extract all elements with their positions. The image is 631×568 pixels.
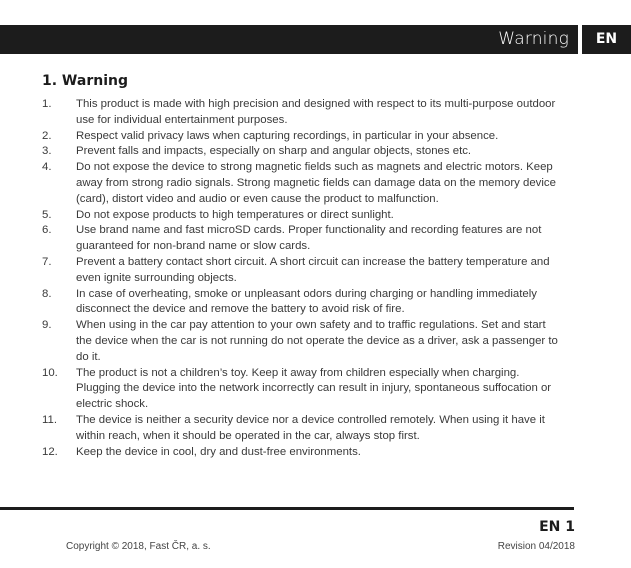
warning-item-number: 2. xyxy=(42,129,52,142)
warning-item-text: Keep the device in cool, dry and dust-free environments. xyxy=(76,445,361,458)
warning-item-text: Do not expose the device to strong magnetic fields such as magnets and electric motors. Keep away from strong radio signals. Strong magnetic fields can damage data on the memory device (card), distort video and audio or even cause the product to malfunction. xyxy=(76,161,556,205)
warning-item xyxy=(42,144,562,160)
header-title: Warning xyxy=(498,29,569,49)
warning-item-number: 3. xyxy=(42,145,52,158)
warning-item-text: Prevent a battery contact short circuit. A short circuit can increase the battery temperature and even ignite surrounding objects. xyxy=(76,255,550,284)
warning-item xyxy=(42,160,562,207)
page-number: EN 1 xyxy=(539,519,575,535)
header-bar xyxy=(0,25,578,54)
warning-item-text: This product is made with high precision and designed with respect to its multi-purpose outdoor use for individual entertainment purposes. xyxy=(76,98,556,126)
copyright-notice: Copyright © 2018, Fast ČR, a. s. xyxy=(66,541,211,552)
language-badge: EN xyxy=(582,25,631,54)
section-title: 1. Warning xyxy=(42,73,128,89)
warning-item xyxy=(42,97,562,129)
warning-item-number: 1. xyxy=(42,98,52,110)
warning-list xyxy=(42,97,562,460)
warning-item-number: 10. xyxy=(42,366,58,379)
warning-item-text: Use brand name and fast microSD cards. Proper functionality and recording features are not guaranteed for non-brand name or slow cards. xyxy=(76,224,542,253)
warning-item xyxy=(42,208,562,224)
warning-item-text: In case of overheating, smoke or unpleasant odors during charging or handling immediately disconnect the device and remove the battery to avoid risk of fire. xyxy=(76,287,537,316)
warning-item xyxy=(42,318,562,365)
warning-item-number: 4. xyxy=(42,161,52,174)
warning-item-text: Prevent falls and impacts, especially on sharp and angular objects, stones etc. xyxy=(76,145,472,158)
warning-item-number: 9. xyxy=(42,319,52,332)
warning-item-number: 6. xyxy=(42,224,52,237)
warning-item xyxy=(42,445,562,461)
warning-item xyxy=(42,255,562,287)
warning-item xyxy=(42,129,562,145)
warning-item-number: 8. xyxy=(42,287,52,300)
warning-item-number: 11. xyxy=(42,413,57,426)
warning-item-text: Do not expose products to high temperatures or direct sunlight. xyxy=(76,208,394,221)
warning-item-text: When using in the car pay attention to your own safety and to traffic regulations. Set and start the device when the car is not running do not operate the device as a driver, ask a passenger to do it. xyxy=(76,319,558,363)
warning-item-number: 5. xyxy=(42,208,52,221)
warning-item xyxy=(42,366,562,413)
warning-item-text: The device is neither a security device nor a device controlled remotely. When using it have it within reach, when it should be operated in the car, always stop first. xyxy=(76,413,545,442)
warning-item-number: 12. xyxy=(42,445,58,458)
warning-item-number: 7. xyxy=(42,255,52,268)
warning-item-text: Respect valid privacy laws when capturing recordings, in particular in your absence. xyxy=(76,129,499,142)
warning-item xyxy=(42,287,562,319)
warning-item xyxy=(42,413,562,445)
warning-item-text: The product is not a children’s toy. Keep it away from children especially when charging. Plugging the device into the network incorrectly can result in injury, spontaneous suffocation or electric shock. xyxy=(76,366,552,411)
warning-item xyxy=(42,223,562,255)
footer-rule xyxy=(0,507,574,510)
revision-label: Revision 04/2018 xyxy=(497,541,575,552)
